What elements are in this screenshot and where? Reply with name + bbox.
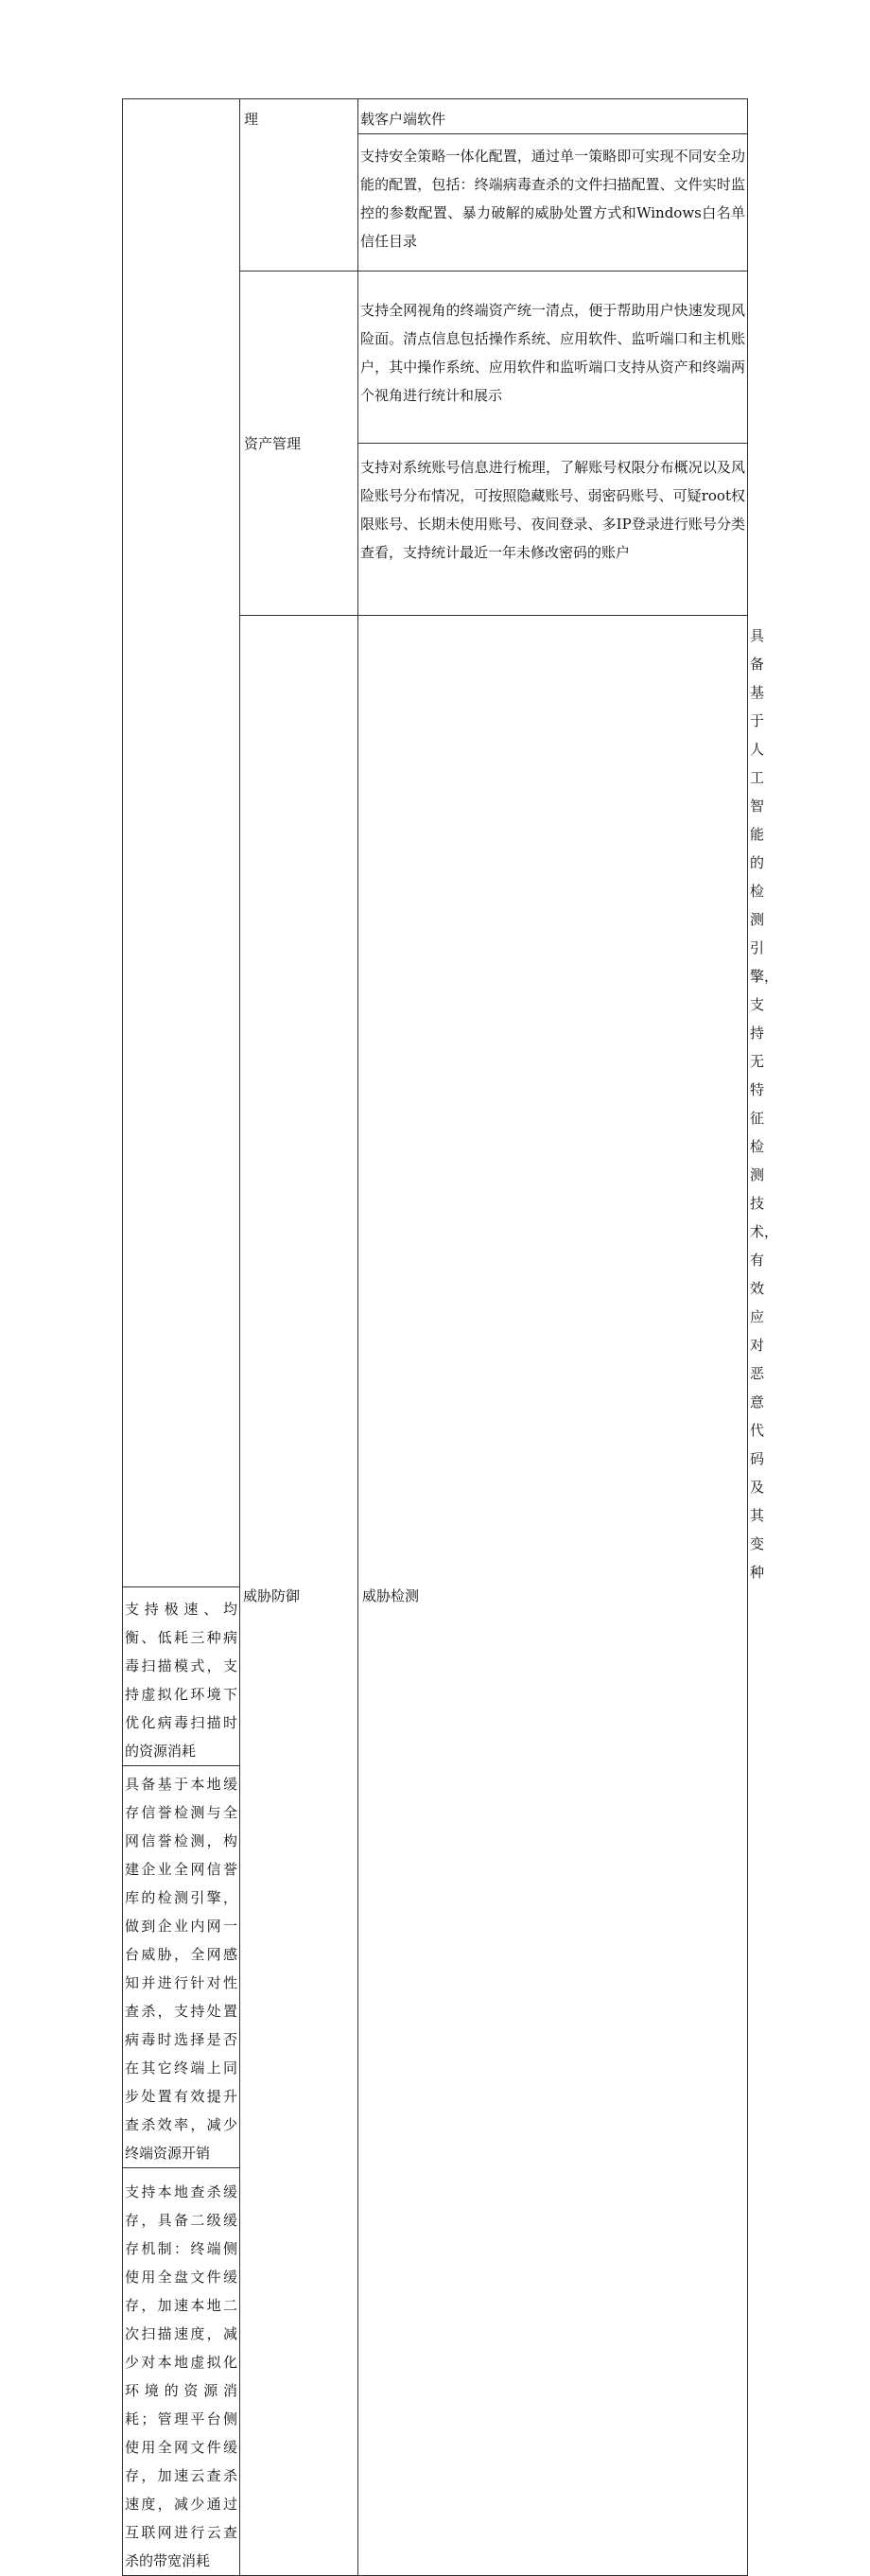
spec-table [122,98,779,2576]
description-cell [358,134,748,272]
description-cell [358,444,748,616]
description-text: 载客户端软件 [360,111,446,128]
description-cell [123,2168,240,2576]
description-cell [358,99,748,134]
description-cell [358,272,748,444]
description-text: 支持安全策略一体化配置，通过单一策略即可实现不同安全功能的配置，包括：终端病毒查杀的文件扫描配置、文件实时监控的参数配置、暴力破解的威胁处置方式和Windows白名单信任目录 [360,148,745,250]
description-text: 支持全网视角的终端资产统一清点，便于帮助用户快速发现风险面。清点信息包括操作系统、应用软件、监听端口和主机账户，其中操作系统、应用软件和监听端口支持从资产和终端两个视角进行统计和展示 [360,302,745,404]
subcategory-cell: 资产管理 [240,272,358,616]
category-cell [123,99,240,1587]
description-cell [123,1766,240,2168]
description-text: 具备基于本地缓存信誉检测与全网信誉检测，构建企业全网信誉库的检测引擎，做到企业内网一台威胁，全网感知并进行针对性查杀，支持处置病毒时选择是否在其它终端上同步处置有效提升查杀效率，减少终端资源开销 [125,1776,237,2162]
category-cell: 威胁防御 [240,616,358,2576]
subcategory-cell: 威胁检测 [358,616,748,2576]
subcategory-cell: 理 [240,99,358,272]
description-text: 支持对系统账号信息进行梳理，了解账号权限分布概况以及风险账号分布情况，可按照隐藏账号、弱密码账号、可疑root权限账号、长期未使用账号、夜间登录、多IP登录进行账号分类查看，支持统计最近一年未修改密码的账户 [360,459,745,561]
description-text: 支持极速、均衡、低耗三种病毒扫描模式，支持虚拟化环境下优化病毒扫描时的资源消耗 [125,1601,237,1760]
description-text: 支持本地查杀缓存，具备二级缓存机制：终端侧使用全盘文件缓存，加速本地二次扫描速度，减少对本地虚拟化环境的资源消耗；管理平台侧使用全网文件缓存，加速云查杀速度，减少通过互联网进行云查杀的带宽消耗 [125,2183,237,2569]
table-row: 威胁防御 威胁检测 具备基于人工智能的检测引擎，支持无特征检测技术，有效应对恶意代码及其变种 [123,616,748,1587]
description-cell [123,1587,240,1766]
table-row [123,99,748,134]
